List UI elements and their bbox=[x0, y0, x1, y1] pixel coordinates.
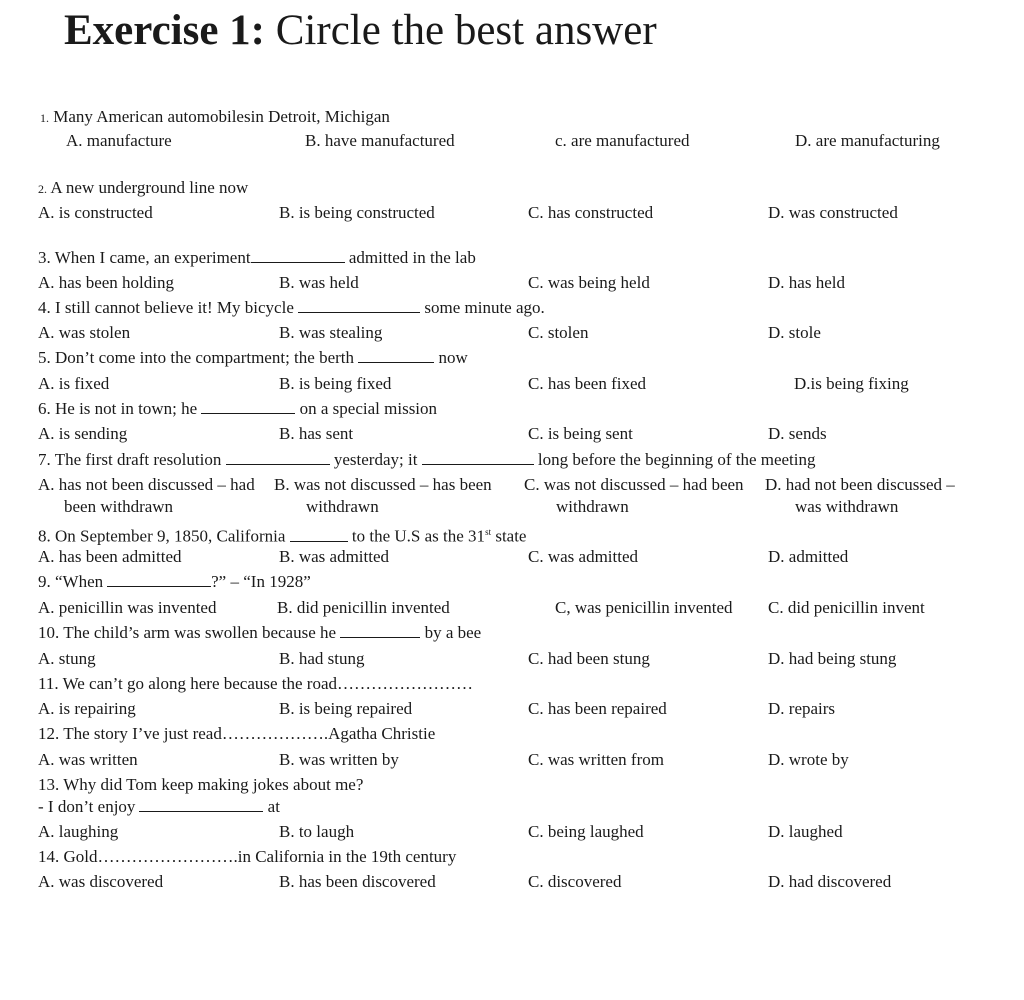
option-c[interactable]: C. was not discussed – had been bbox=[524, 475, 744, 494]
option-b[interactable]: B. is being fixed bbox=[279, 374, 392, 393]
question-13-options bbox=[0, 821, 1024, 843]
option-d[interactable]: D. are manufacturing bbox=[795, 131, 940, 150]
question-1-options bbox=[0, 130, 1024, 152]
question-9-options bbox=[0, 597, 1024, 619]
question-7: 7. The first draft resolution yesterday; it long before the beginning of the meeting bbox=[38, 450, 816, 469]
option-b[interactable]: B. is being repaired bbox=[279, 699, 413, 718]
question-4-options bbox=[0, 322, 1024, 344]
option-c[interactable]: c. are manufactured bbox=[555, 131, 690, 150]
option-c[interactable]: C. has constructed bbox=[528, 203, 654, 222]
option-a[interactable]: A. is sending bbox=[38, 424, 128, 443]
question-text: Many American automobilesin Detroit, Michigan bbox=[53, 107, 390, 126]
option-c[interactable]: C. stolen bbox=[528, 323, 589, 342]
answer-blank[interactable] bbox=[290, 526, 348, 542]
question-text: Gold…………………….in California in the 19th century bbox=[63, 847, 457, 866]
option-b[interactable]: B. was not discussed – has been bbox=[274, 475, 492, 494]
question-text: Why did Tom keep making jokes about me? bbox=[63, 775, 364, 794]
option-b[interactable]: B. has been discovered bbox=[279, 872, 436, 891]
answer-blank[interactable] bbox=[139, 796, 263, 812]
option-a[interactable]: A. is fixed bbox=[38, 374, 110, 393]
answer-blank[interactable] bbox=[251, 247, 345, 263]
option-d[interactable]: C. did penicillin invent bbox=[768, 598, 925, 617]
option-a[interactable]: A. has not been discussed – had bbox=[38, 475, 255, 494]
option-d[interactable]: D. has held bbox=[768, 273, 845, 292]
option-d[interactable]: D. repairs bbox=[768, 699, 836, 718]
option-a[interactable]: A. laughing bbox=[38, 822, 119, 841]
question-text: We can’t go along here because the road…………………… bbox=[62, 674, 474, 693]
question-8: 8. On September 9, 1850, California to the U.S as the 31st state bbox=[38, 526, 527, 546]
option-a[interactable]: A. is constructed bbox=[38, 203, 153, 222]
option-b[interactable]: B. had stung bbox=[279, 649, 365, 668]
question-5-options bbox=[0, 373, 1024, 395]
question-5: 5. Don’t come into the compartment; the berth now bbox=[38, 348, 468, 367]
question-4: 4. I still cannot believe it! My bicycle some minute ago. bbox=[38, 298, 545, 317]
option-b[interactable]: B. was written by bbox=[279, 750, 399, 769]
option-d[interactable]: D. laughed bbox=[768, 822, 843, 841]
option-c[interactable]: C. was admitted bbox=[528, 547, 639, 566]
answer-blank[interactable] bbox=[340, 622, 420, 638]
question-2-options bbox=[0, 202, 1024, 224]
option-c[interactable]: C. has been fixed bbox=[528, 374, 647, 393]
question-6: 6. He is not in town; he on a special mission bbox=[38, 399, 438, 418]
question-text: The story I’ve just read……………….Agatha Christie bbox=[63, 724, 436, 743]
option-a[interactable]: A. manufacture bbox=[66, 131, 172, 150]
question-10-options bbox=[0, 648, 1024, 670]
option-d[interactable]: D. admitted bbox=[768, 547, 849, 566]
option-c-continued[interactable]: withdrawn bbox=[556, 497, 629, 516]
question-3: 3. When I came, an experiment admitted in the lab bbox=[38, 248, 476, 267]
option-a[interactable]: A. is repairing bbox=[38, 699, 136, 718]
question-13: 13. Why did Tom keep making jokes about me? bbox=[38, 775, 364, 794]
option-d-continued[interactable]: was withdrawn bbox=[795, 497, 899, 516]
title-rest: Circle the best answer bbox=[265, 7, 657, 54]
question-text: A new underground line now bbox=[50, 178, 249, 197]
answer-blank[interactable] bbox=[201, 398, 295, 414]
option-a[interactable]: A. has been holding bbox=[38, 273, 174, 292]
option-a-continued[interactable]: been withdrawn bbox=[64, 497, 174, 516]
option-b[interactable]: B. was held bbox=[279, 273, 359, 292]
question-9: 9. “When ?” – “In 1928” bbox=[38, 572, 311, 591]
option-d[interactable]: D. had discovered bbox=[768, 872, 892, 891]
question-7-options-continued bbox=[0, 496, 1024, 518]
option-a[interactable]: A. was discovered bbox=[38, 872, 164, 891]
question-14-options bbox=[0, 871, 1024, 893]
option-d[interactable]: D. stole bbox=[768, 323, 821, 342]
answer-blank[interactable] bbox=[226, 449, 330, 465]
option-d[interactable]: D. was constructed bbox=[768, 203, 898, 222]
option-a[interactable]: A. stung bbox=[38, 649, 96, 668]
option-b[interactable]: B. has sent bbox=[279, 424, 354, 443]
question-2: 2. A new underground line now bbox=[38, 178, 249, 197]
option-c[interactable]: C. being laughed bbox=[528, 822, 644, 841]
question-1: 1. Many American automobilesin Detroit, Michigan bbox=[40, 107, 390, 126]
page-title bbox=[64, 4, 657, 58]
option-b[interactable]: B. did penicillin invented bbox=[277, 598, 450, 617]
option-b-continued[interactable]: withdrawn bbox=[306, 497, 379, 516]
option-c[interactable]: C. is being sent bbox=[528, 424, 633, 443]
option-c[interactable]: C. was being held bbox=[528, 273, 650, 292]
title-bold: Exercise 1: bbox=[64, 7, 265, 54]
question-8-options bbox=[0, 546, 1024, 568]
option-d[interactable]: D.is being fixing bbox=[794, 374, 909, 393]
question-11-options bbox=[0, 698, 1024, 720]
question-14: 14. Gold…………………….in California in the 19th century bbox=[38, 847, 457, 866]
option-c[interactable]: C. has been repaired bbox=[528, 699, 667, 718]
option-c[interactable]: C. was written from bbox=[528, 750, 664, 769]
option-d[interactable]: D. sends bbox=[768, 424, 827, 443]
option-d[interactable]: D. wrote by bbox=[768, 750, 849, 769]
option-c[interactable]: C. discovered bbox=[528, 872, 622, 891]
option-b[interactable]: B. was admitted bbox=[279, 547, 390, 566]
question-12: 12. The story I’ve just read……………….Agatha Christie bbox=[38, 724, 436, 743]
question-7-options bbox=[0, 474, 1024, 496]
answer-blank[interactable] bbox=[298, 297, 420, 313]
question-6-options bbox=[0, 423, 1024, 445]
option-b[interactable]: B. to laugh bbox=[279, 822, 355, 841]
answer-blank[interactable] bbox=[358, 347, 434, 363]
option-b[interactable]: B. have manufactured bbox=[305, 131, 455, 150]
option-a[interactable]: A. penicillin was invented bbox=[38, 598, 217, 617]
option-c[interactable]: C. had been stung bbox=[528, 649, 650, 668]
answer-blank[interactable] bbox=[107, 571, 211, 587]
option-a[interactable]: A. was written bbox=[38, 750, 138, 769]
option-d[interactable]: D. had being stung bbox=[768, 649, 897, 668]
option-c[interactable]: C, was penicillin invented bbox=[555, 598, 733, 617]
question-11: 11. We can’t go along here because the road…………………… bbox=[38, 674, 474, 693]
question-12-options bbox=[0, 749, 1024, 771]
option-b[interactable]: B. is being constructed bbox=[279, 203, 435, 222]
option-d[interactable]: D. had not been discussed – bbox=[765, 475, 955, 494]
question-10: 10. The child’s arm was swollen because he by a bee bbox=[38, 623, 482, 642]
option-a[interactable]: A. was stolen bbox=[38, 323, 131, 342]
question-13-subline: - I don’t enjoy at bbox=[38, 797, 280, 816]
question-3-options bbox=[0, 272, 1024, 294]
option-a[interactable]: A. has been admitted bbox=[38, 547, 182, 566]
option-b[interactable]: B. was stealing bbox=[279, 323, 383, 342]
answer-blank[interactable] bbox=[422, 449, 534, 465]
